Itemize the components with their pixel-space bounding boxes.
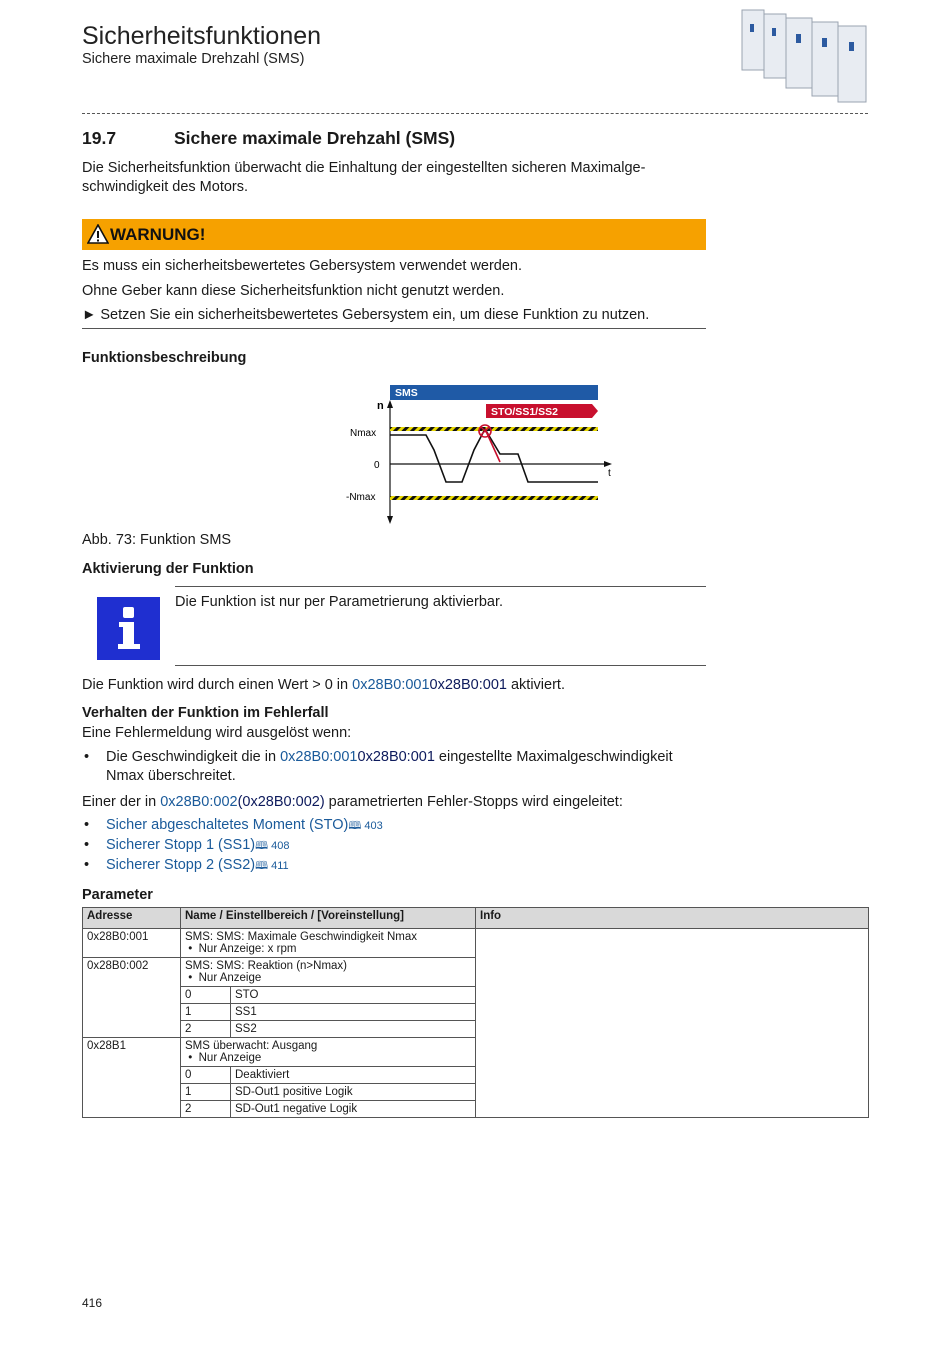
- fault-bullet-pre: Die Geschwindigkeit die in: [106, 749, 281, 765]
- option-value: 2: [181, 1101, 231, 1118]
- info-icon: [97, 597, 160, 660]
- parameter-heading: Parameter: [82, 887, 153, 903]
- option-text: SS1: [231, 1004, 476, 1021]
- option-value: 2: [181, 1021, 231, 1038]
- name-cell: SMS: SMS: Reaktion (n>Nmax) • Nur Anzeige: [181, 958, 476, 987]
- speed-curve: [390, 429, 598, 482]
- fault-heading: Verhalten der Funktion im Fehlerfall: [82, 705, 329, 721]
- neg-nmax-label: -Nmax: [346, 492, 376, 503]
- intro-line-1: Die Sicherheitsfunktion überwacht die Einhaltung der eingestellten sicheren Maximalge-: [82, 160, 646, 176]
- info-cell: [476, 929, 869, 1118]
- book-icon: 🕮: [255, 860, 272, 872]
- link-ss2[interactable]: [106, 856, 289, 877]
- zero-label: 0: [374, 460, 380, 471]
- book-icon: 🕮: [255, 840, 272, 852]
- section-number: 19.7: [82, 128, 117, 148]
- neg-nmax-limit-band: [390, 496, 598, 500]
- warning-line-1: Es muss ein sicherheitsbewertetes Gebersystem verwendet werden.: [82, 258, 523, 274]
- y-axis-arrow-up: [387, 400, 393, 408]
- option-value: 1: [181, 1004, 231, 1021]
- link-sto[interactable]: [106, 816, 383, 837]
- sms-bar: [390, 385, 598, 400]
- option-text: STO: [231, 987, 476, 1004]
- product-image: [740, 4, 870, 104]
- table-row: [83, 929, 869, 958]
- param-name: SMS: SMS: Reaktion (n>Nmax): [185, 960, 348, 972]
- param-bullet: Nur Anzeige: x rpm: [198, 943, 297, 955]
- warning-label: WARNUNG!: [110, 225, 206, 244]
- link-ss2-text[interactable]: Sicherer Stopp 2 (SS2): [106, 857, 256, 873]
- activation-line-post: aktiviert.: [506, 677, 565, 693]
- page-number: 416: [82, 1296, 103, 1310]
- sms-function-figure: [340, 382, 620, 527]
- address-cell: 0x28B1: [83, 1038, 181, 1118]
- option-text: SS2: [231, 1021, 476, 1038]
- activation-line: [82, 676, 565, 696]
- section-title: Sichere maximale Drehzahl (SMS): [174, 128, 456, 148]
- y-axis-arrow-down: [387, 516, 393, 524]
- stops-line: [82, 793, 623, 813]
- link-sto-text[interactable]: Sicher abgeschaltetes Moment (STO): [106, 817, 349, 833]
- page-header-title: Sicherheitsfunktionen: [82, 22, 322, 50]
- fault-bullet-post: eingestellte Maximalgeschwindigkeit: [434, 749, 673, 765]
- link-ss1-page[interactable]: 408: [271, 840, 290, 852]
- option-value: 0: [181, 987, 231, 1004]
- parameter-table: [82, 907, 869, 1118]
- bullet-dot: •: [84, 749, 90, 765]
- warning-action: ► Setzen Sie ein sicherheitsbewertetes Gebersystem ein, um diese Funktion zu nutzen.: [82, 307, 650, 323]
- activation-link-b[interactable]: 0x28B0:001: [429, 677, 507, 693]
- fault-bullet-link-a[interactable]: 0x28B0:001: [280, 749, 358, 765]
- option-text: SD-Out1 negative Logik: [231, 1101, 476, 1118]
- address-cell: 0x28B0:001: [83, 929, 181, 958]
- name-cell: SMS: SMS: Maximale Geschwindigkeit Nmax • Nur Anzeige: x rpm: [181, 929, 476, 958]
- stop-arrow-label: STO/SS1/SS2: [491, 406, 558, 418]
- intro-line-2: schwindigkeit des Motors.: [82, 179, 249, 195]
- stops-link-a[interactable]: 0x28B0:002: [160, 794, 238, 810]
- warning-line-2: Ohne Geber kann diese Sicherheitsfunktion nicht genutzt werden.: [82, 283, 505, 299]
- fault-bullet-line-1: [106, 748, 673, 768]
- header-divider: [82, 113, 868, 114]
- nmax-label: Nmax: [350, 428, 377, 439]
- stops-link-b[interactable]: (0x28B0:002): [237, 794, 325, 810]
- fault-bullet-link-b[interactable]: 0x28B0:001: [357, 749, 435, 765]
- stops-post: parametrierten Fehler-Stopps wird eingeleitet:: [324, 794, 623, 810]
- name-cell: SMS überwacht: Ausgang • Nur Anzeige: [181, 1038, 476, 1067]
- col-header-address: Adresse: [83, 908, 181, 929]
- x-axis-arrow: [604, 461, 612, 467]
- option-value: 0: [181, 1067, 231, 1084]
- function-description-heading: Funktionsbeschreibung: [82, 350, 247, 366]
- param-bullet: Nur Anzeige: [198, 972, 262, 984]
- info-bottom-rule: [175, 665, 706, 666]
- axis-t-label: t: [608, 468, 611, 479]
- activation-line-pre: Die Funktion wird durch einen Wert > 0 in: [82, 677, 353, 693]
- bullet-dot: •: [84, 857, 90, 873]
- warning-triangle-icon: [87, 224, 109, 244]
- address-cell: 0x28B0:002: [83, 958, 181, 1038]
- page-header-subtitle: Sichere maximale Drehzahl (SMS): [82, 51, 305, 67]
- info-text: Die Funktion ist nur per Parametrierung aktivierbar.: [175, 594, 504, 610]
- sms-bar-label: SMS: [395, 387, 418, 399]
- activation-link-a[interactable]: 0x28B0:001: [352, 677, 430, 693]
- fault-bullet-line-2: Nmax überschreitet.: [106, 768, 236, 784]
- fault-intro: Eine Fehlermeldung wird ausgelöst wenn:: [82, 725, 352, 741]
- bullet-dot: •: [84, 837, 90, 853]
- link-ss2-page[interactable]: 411: [271, 860, 289, 872]
- warning-banner: [82, 219, 706, 250]
- option-text: Deaktiviert: [231, 1067, 476, 1084]
- link-sto-page[interactable]: 403: [364, 820, 383, 832]
- param-bullet: Nur Anzeige: [198, 1052, 262, 1064]
- option-text: SD-Out1 positive Logik: [231, 1084, 476, 1101]
- param-name: SMS: SMS: Maximale Geschwindigkeit Nmax: [185, 931, 417, 943]
- bullet-dot: •: [84, 817, 90, 833]
- col-header-info: Info: [476, 908, 869, 929]
- book-icon: 🕮: [348, 820, 365, 832]
- warning-divider: [82, 328, 706, 329]
- param-name: SMS überwacht: Ausgang: [185, 1040, 318, 1052]
- link-ss1[interactable]: [106, 836, 290, 857]
- figure-caption: Abb. 73: Funktion SMS: [82, 532, 232, 548]
- link-ss1-text[interactable]: Sicherer Stopp 1 (SS1): [106, 837, 256, 853]
- axis-n-label: n: [377, 400, 384, 412]
- stops-pre: Einer der in: [82, 794, 161, 810]
- col-header-name: Name / Einstellbereich / [Voreinstellung]: [181, 908, 476, 929]
- activation-heading: Aktivierung der Funktion: [82, 561, 254, 577]
- option-value: 1: [181, 1084, 231, 1101]
- nmax-limit-band: [390, 427, 598, 431]
- info-top-rule: [175, 586, 706, 587]
